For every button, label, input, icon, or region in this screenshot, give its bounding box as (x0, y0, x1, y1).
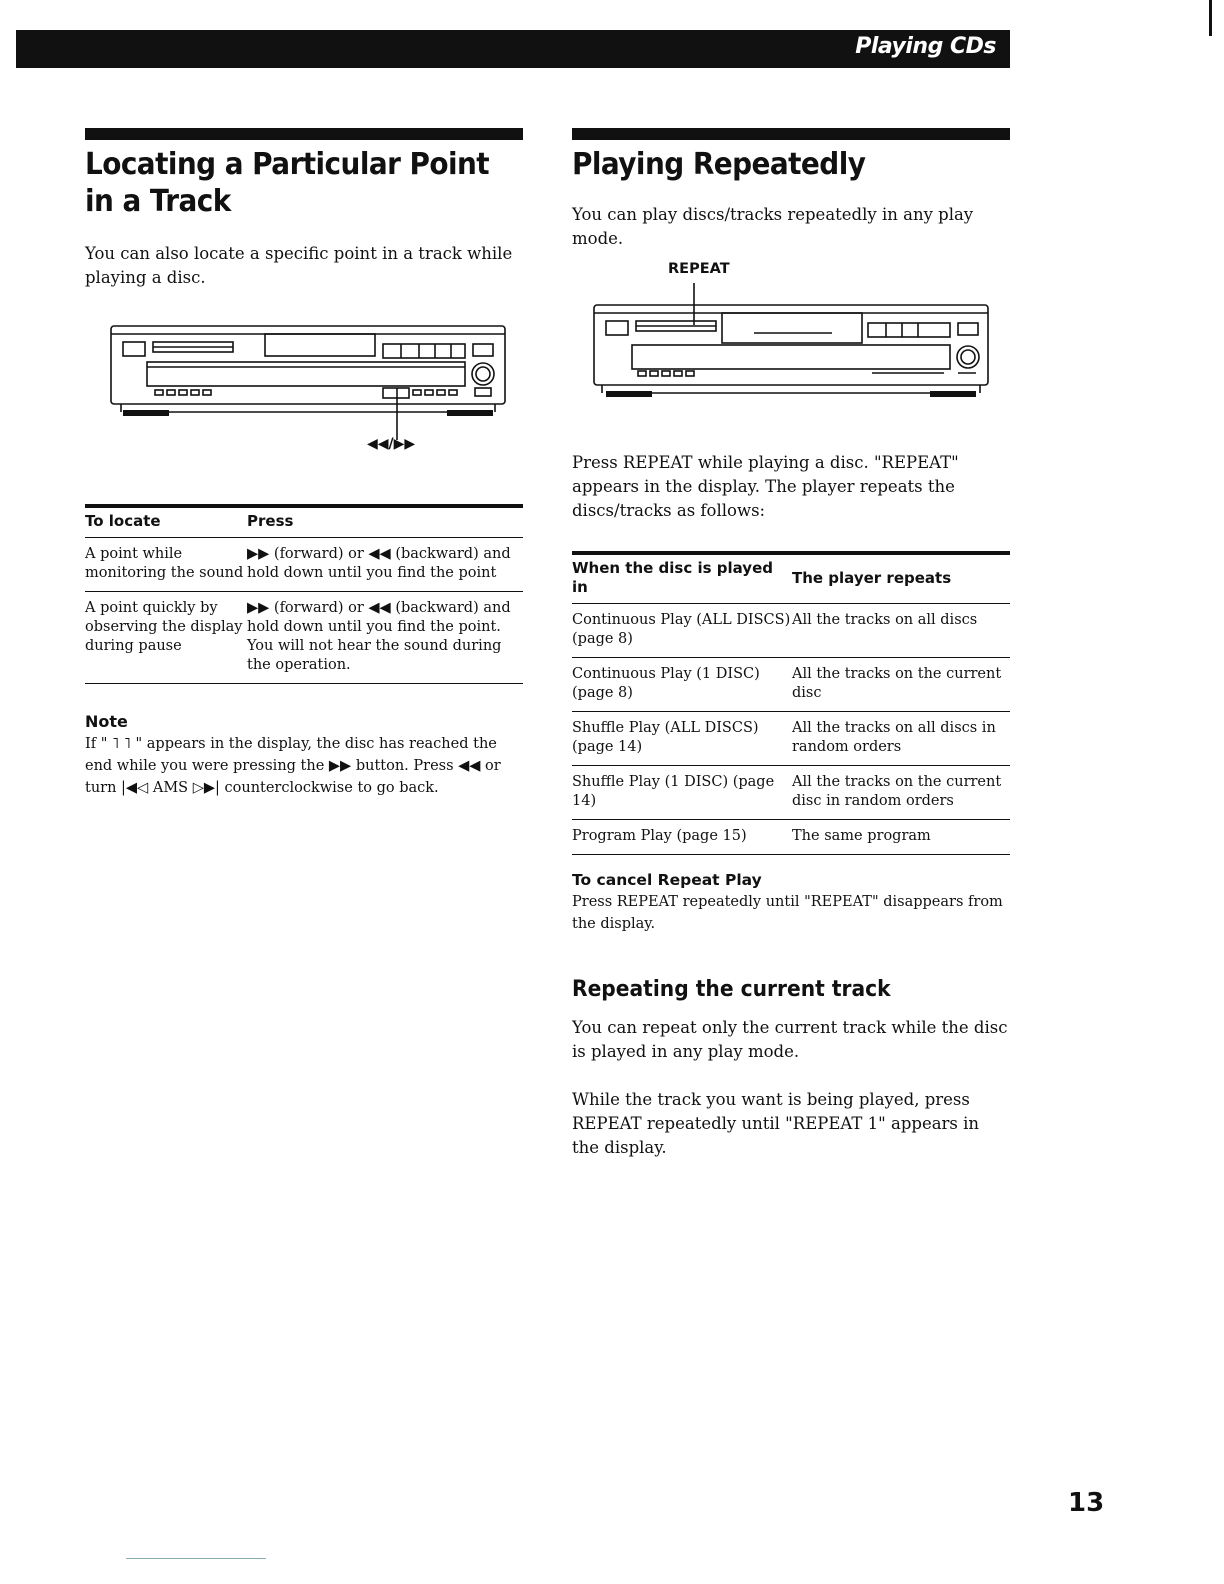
skip-button-label: ◀◀/▶▶ (367, 436, 416, 452)
cd-player-drawing (85, 304, 523, 504)
cancel-title: To cancel Repeat Play (572, 871, 762, 889)
table-cell: All the tracks on the current disc (792, 658, 1010, 712)
table-row (572, 766, 1010, 820)
left-intro: You can also locate a specific point in a track while playing a disc. (85, 244, 513, 287)
table-row (572, 820, 1010, 855)
right-intro: You can play discs/tracks repeatedly in any play mode. (572, 205, 974, 248)
table-cell: The same program (792, 820, 1010, 855)
table-cell: All the tracks on all discs (792, 604, 1010, 658)
table-row (85, 592, 523, 684)
table-row (85, 538, 523, 592)
table-header: Press (247, 508, 523, 538)
repeat-button-label: REPEAT (668, 261, 730, 277)
table-header: To locate (85, 508, 247, 538)
table-cell: All the tracks on all discs in random orders (792, 712, 1010, 766)
table-cell: ▶▶ (forward) or ◀◀ (backward) and hold down until you find the point (247, 538, 523, 592)
table-cell: All the tracks on the current disc in random orders (792, 766, 1010, 820)
table-cell: A point quickly by observing the display during pause (85, 592, 247, 684)
table-cell: Shuffle Play (ALL DISCS) (page 14) (572, 712, 792, 766)
current-track-para2: While the track you want is being played, press REPEAT repeatedly until "REPEAT 1" appears in the display. (572, 1090, 980, 1157)
section-rule (572, 128, 1010, 140)
section-rule (85, 128, 523, 140)
section-title: Playing CDs (855, 34, 996, 59)
table-row (572, 604, 1010, 658)
table-row (572, 712, 1010, 766)
right-column (572, 128, 1010, 1160)
left-section-title: Locating a Particular Point in a Track (85, 147, 490, 219)
section-header-bar (16, 30, 1010, 68)
page-number: 13 (1068, 1488, 1105, 1518)
table-header: When the disc is played in (572, 555, 792, 604)
table-cell: Continuous Play (ALL DISCS) (page 8) (572, 604, 792, 658)
table-cell: ▶▶ (forward) or ◀◀ (backward) and hold down until you find the point. You will not hear the sound during the operation. (247, 592, 523, 684)
table-cell: Continuous Play (1 DISC) (page 8) (572, 658, 792, 712)
table-header-row (85, 508, 523, 538)
note-text: If " ˥ ˥ " appears in the display, the disc has reached the end while you were pressing the ▶▶ button. Press ◀◀ or turn |◀◁ AMS ▷▶| counterclockwise to go back. (85, 736, 501, 796)
table-header-row (572, 555, 1010, 604)
current-track-para1: You can repeat only the current track while the disc is played in any play mode. (572, 1018, 1008, 1061)
bottom-rule (126, 1558, 266, 1559)
right-section-title: Playing Repeatedly (572, 147, 866, 182)
table-cell: Program Play (page 15) (572, 820, 792, 855)
table-header: The player repeats (792, 555, 1010, 604)
left-column (85, 128, 523, 799)
cancel-text: Press REPEAT repeatedly until "REPEAT" disappears from the display. (572, 894, 1003, 932)
repeat-table (572, 555, 1010, 855)
current-track-title: Repeating the current track (572, 977, 891, 1002)
table-cell: A point while monitoring the sound (85, 538, 247, 592)
edge-mark (1209, 0, 1212, 36)
table-cell: Shuffle Play (1 DISC) (page 14) (572, 766, 792, 820)
cd-player-drawing (572, 261, 1010, 451)
note-title: Note (85, 712, 128, 731)
cd-player-illustration-right (572, 261, 1010, 451)
repeat-instructions: Press REPEAT while playing a disc. "REPEAT" appears in the display. The player repeats the discs/tracks as follows: (572, 453, 959, 520)
cd-player-illustration-left (85, 304, 523, 504)
locate-table (85, 508, 523, 684)
table-row (572, 658, 1010, 712)
